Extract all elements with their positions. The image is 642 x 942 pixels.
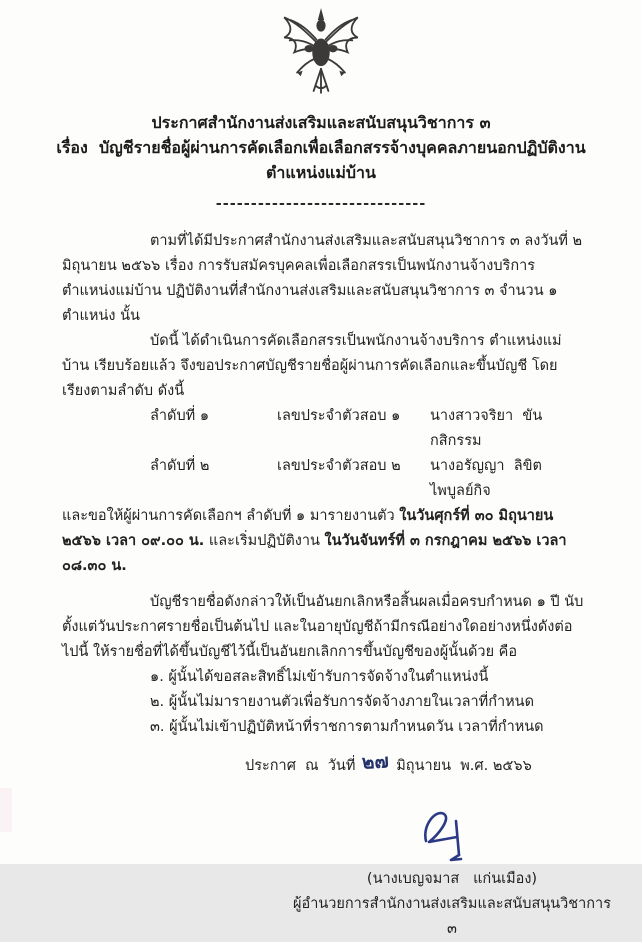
exam-number: เลขประจำตัวสอบ ๒: [277, 458, 401, 474]
title-line-position: ตำแหน่งแม่บ้าน: [266, 163, 376, 182]
report-date-bold: ในวันศุกร์ที่ ๓๐ มิถุนายน ๒๕๖๖ เวลา ๐๙.๐๐ น.: [62, 508, 554, 549]
ranking-row: [150, 404, 584, 454]
signature-handwritten-icon: [416, 805, 488, 865]
condition-item: ๑. ผู้นั้นได้ขอสละสิทธิ์ไม่เข้ารับการจัดจ้างในตำแหน่งนี้: [150, 669, 489, 685]
ranking-row: [150, 454, 584, 504]
exam-number: เลขประจำตัวสอบ ๑: [277, 408, 401, 424]
garuda-icon: [275, 8, 367, 104]
document-title-block: [0, 110, 642, 185]
signature-block: [287, 805, 617, 942]
announcement-dateline: [245, 750, 584, 779]
signer-name: (นางเบญจมาส แก่นเมือง): [366, 871, 538, 887]
scan-artifact: [0, 788, 12, 832]
document-body: [62, 229, 616, 942]
dashed-divider: ------------------------------: [215, 196, 427, 212]
cancellation-conditions: [150, 665, 584, 740]
report-text-prefix: และขอให้ผู้ผ่านการคัดเลือกฯ ลำดับที่ ๑ มารายงานตัว: [62, 508, 400, 524]
paragraph-selection-result: บัดนี้ ได้ดำเนินการคัดเลือกสรรเป็นพนักงานจ้างบริการ ตำแหน่งแม่บ้าน เรียบร้อยแล้ว จึงขอประกาศบัญชีรายชื่อผู้ผ่านการคัดเลือกและขึ้นบัญชี โดยเรียงตามลำดับ ดังนี้: [62, 333, 562, 399]
report-text-mid: และเริ่มปฏิบัติงาน: [204, 533, 325, 549]
condition-item: ๒. ผู้นั้นไม่มารายงานตัวเพื่อรับการจัดจ้างภายในเวลาที่กำหนด: [150, 694, 535, 710]
emblem-container: [0, 0, 642, 104]
rank-label: ลำดับที่ ๒: [150, 458, 210, 474]
rank-label: ลำดับที่ ๑: [150, 408, 210, 424]
candidate-name: นางอรัญญา ลิขิตไพบูลย์กิจ: [430, 458, 542, 499]
date-prefix: ประกาศ ณ วันที่: [245, 758, 356, 774]
paragraph-list-expiry: บัญชีรายชื่อดังกล่าวให้เป็นอันยกเลิกหรือสิ้นผลเมื่อครบกำหนด ๑ ปี นับตั้งแต่วันประกาศรายชื่อเป็นต้นไป และในอายุบัญชีถ้ามีกรณีอย่างใดอย่างหนึ่งดังต่อไปนี้ ให้รายชื่อที่ได้ขึ้นบัญชีไว้นี้เป็นอันยกเลิกการขึ้นบัญชีของผู้นั้นด้วย คือ: [62, 594, 584, 660]
title-line-subject: เรื่อง บัญชีรายชื่อผู้ผ่านการคัดเลือกเพื่อเลือกสรรจ้างบุคคลภายนอกปฏิบัติงาน: [56, 138, 586, 157]
paragraph-recruitment-reference: ตามที่ได้มีประกาศสำนักงานส่งเสริมและสนับสนุนวิชาการ ๓ ลงวันที่ ๒ มิถุนายน ๒๕๖๖ เรื่อง การรับสมัครบุคคลเพื่อเลือกสรรเป็นพนักงานจ้างบริการ ตำแหน่งแม่บ้าน ปฏิบัติงานที่สำนักงานส่งเสริมและสนับสนุนวิชาการ ๓ จำนวน ๑ ตำแหน่ง นั้น: [62, 233, 583, 324]
date-suffix: มิถุนายน พ.ศ. ๒๕๖๖: [396, 758, 532, 774]
candidate-name: นางสาวจริยา ขันกสิกรรม: [430, 408, 543, 449]
paragraph-reporting-schedule: [62, 504, 584, 579]
handwritten-day: ๒๗: [361, 750, 390, 774]
condition-item: ๓. ผู้นั้นไม่เข้าปฏิบัติหน้าที่ราชการตามกำหนดวัน เวลาที่กำหนด: [150, 719, 544, 735]
start-date-bold: ในวันจันทร์ที่ ๓ กรกฎาคม ๒๕๖๖ เวลา ๐๘.๓๐ น.: [62, 533, 567, 574]
title-line-office: ประกาศสำนักงานส่งเสริมและสนับสนุนวิชาการ ๓: [151, 113, 491, 132]
signer-title: ผู้อำนวยการสำนักงานส่งเสริมและสนับสนุนวิชาการ ๓: [292, 896, 616, 937]
